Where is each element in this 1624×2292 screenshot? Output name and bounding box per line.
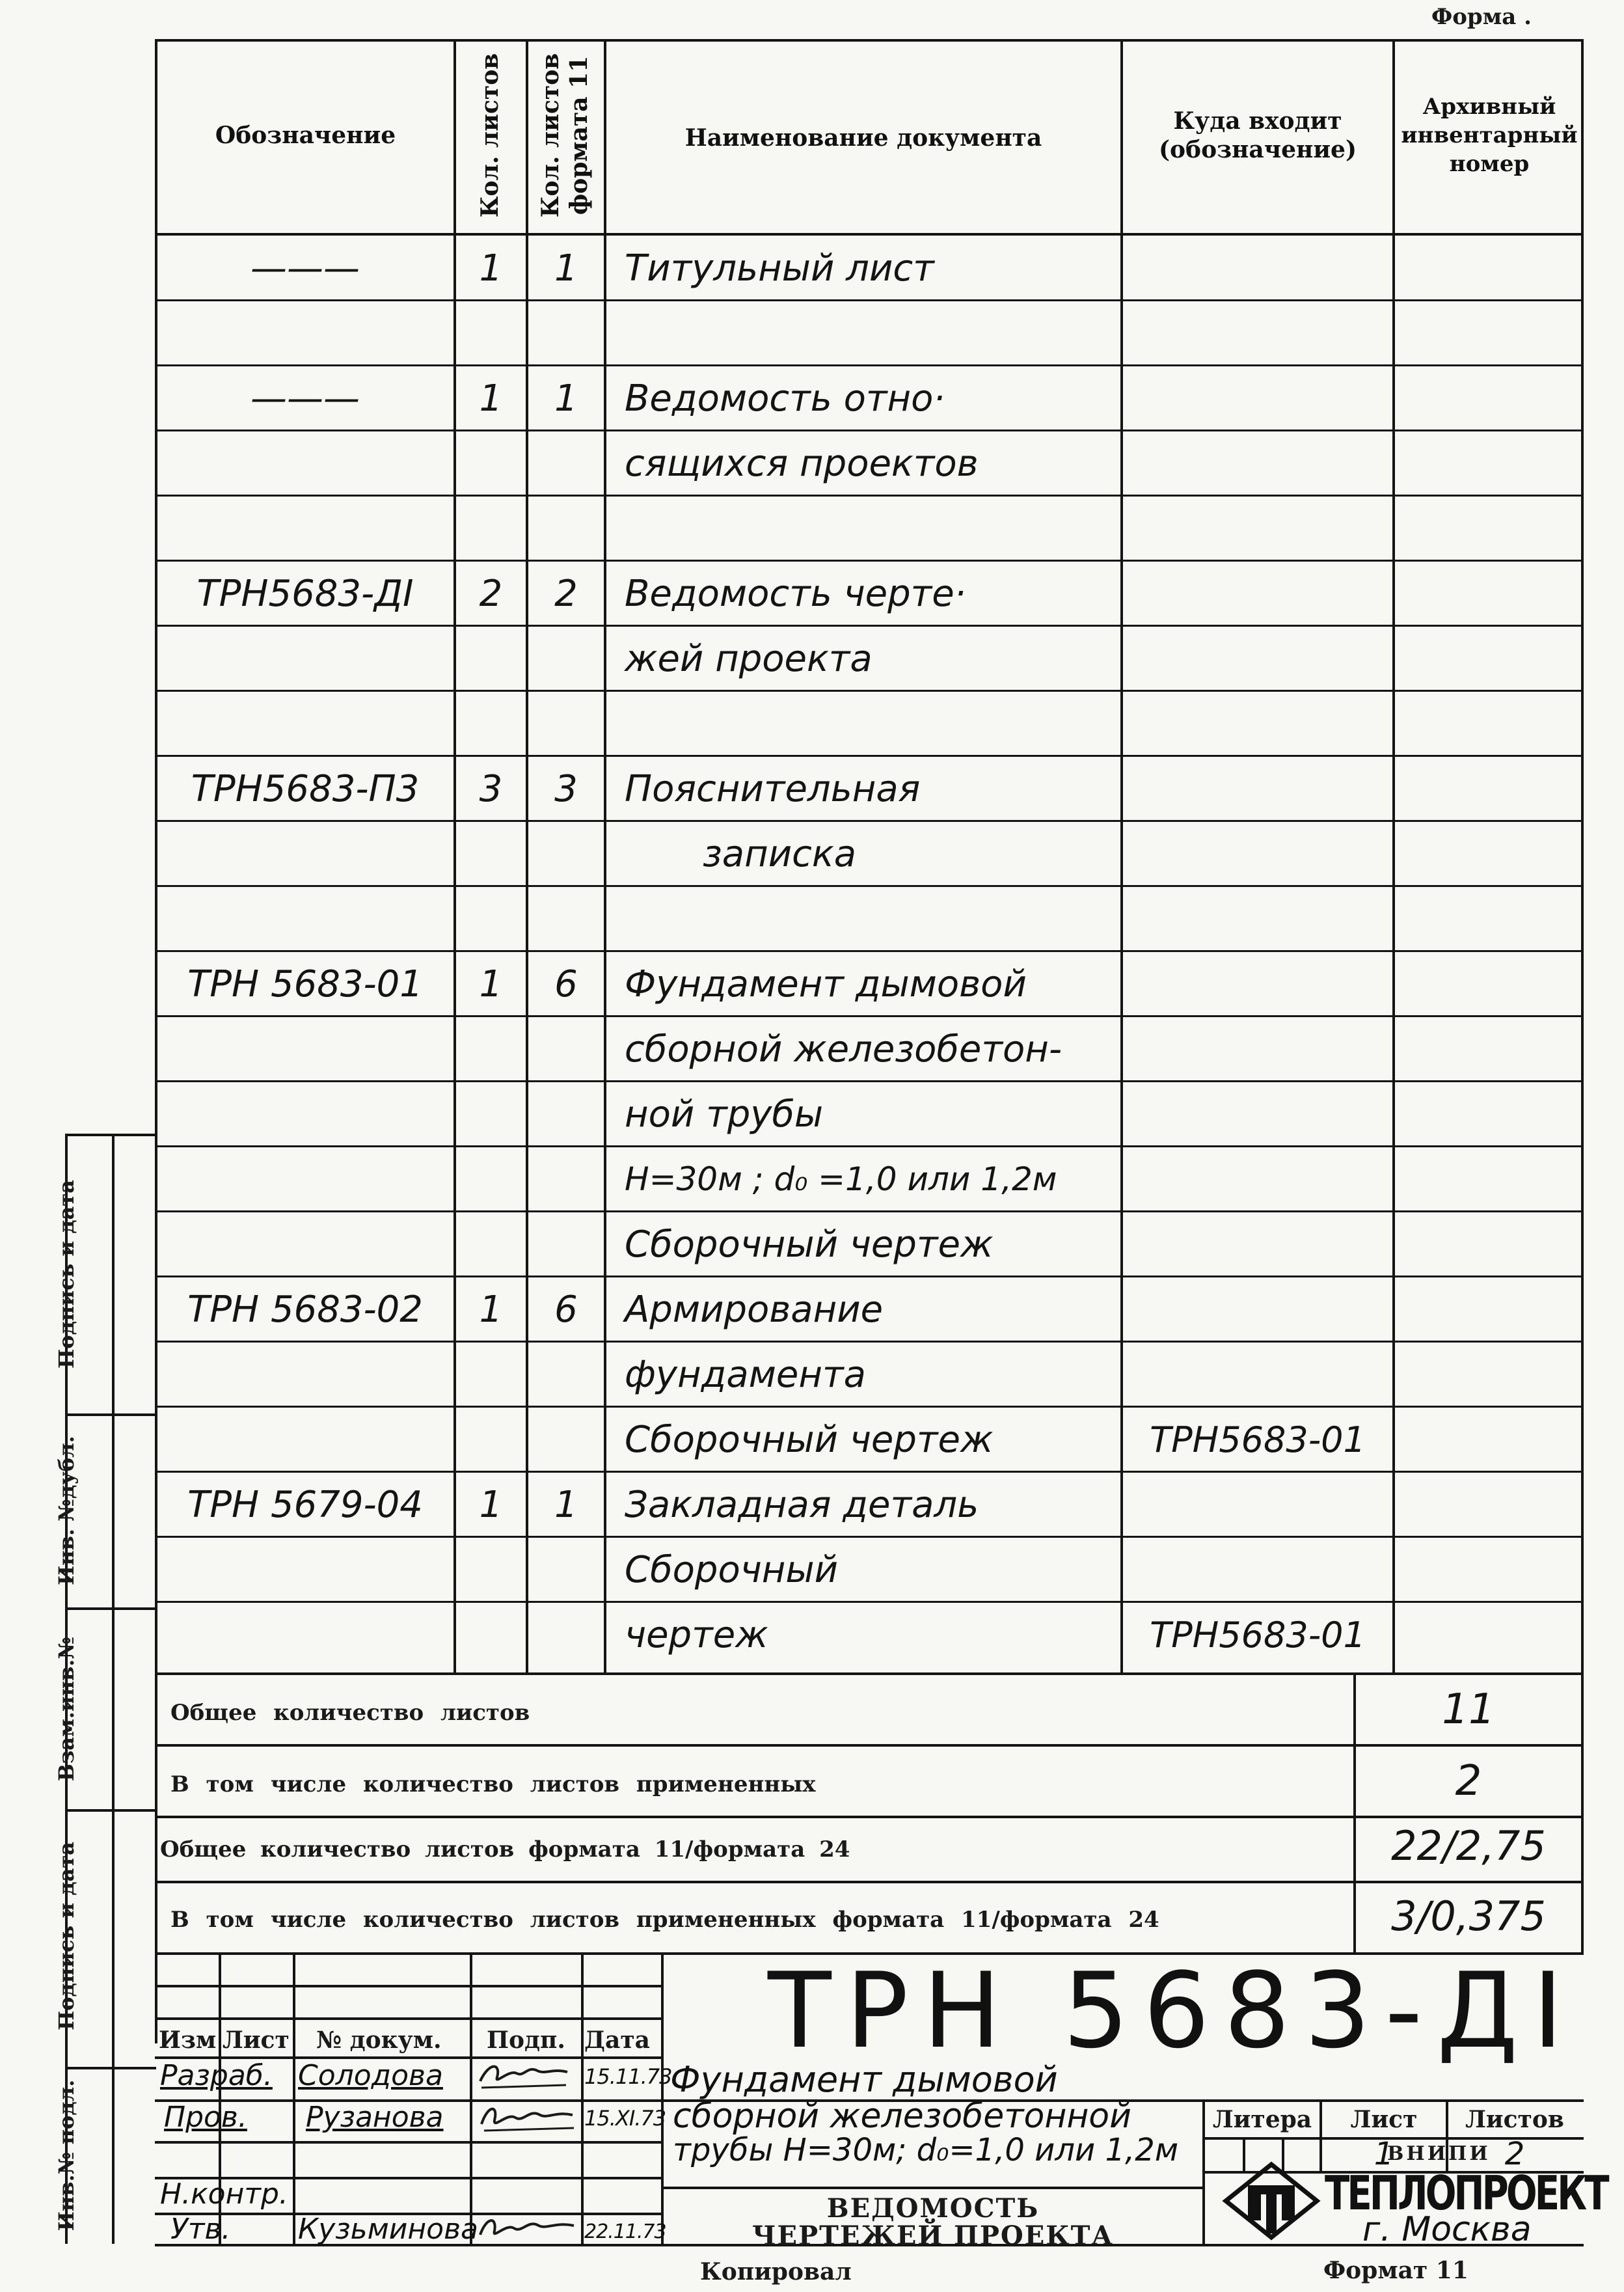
row-document-name: Закладная деталь [625, 1483, 979, 1526]
row-sheet-count-format [528, 1212, 604, 1277]
row-where-used [1123, 1342, 1392, 1407]
row-designation [159, 1147, 452, 1212]
tb-object-line2: сборной железобетонной [673, 2097, 1131, 2136]
row-where-used [1123, 951, 1392, 1016]
side-label-orig-inv: Инв.№ подл. [54, 2079, 79, 2231]
row-where-used [1123, 1212, 1392, 1277]
row-designation [159, 1082, 452, 1147]
row-sheet-count-format: 1 [554, 377, 578, 420]
row-designation [159, 1407, 452, 1472]
header-where-used [1123, 107, 1392, 164]
tb-sheets-value: 2 [1504, 2136, 1525, 2172]
row-where-used [1123, 1537, 1392, 1602]
tb-object-line1: Фундамент дымовой [670, 2059, 1058, 2100]
row-sheet-count-format: 2 [554, 572, 578, 615]
row-document-name: сящихся проектов [625, 442, 979, 485]
row-document-name [625, 886, 1120, 951]
row-sheet-count-format: 1 [554, 247, 578, 290]
row-sheet-count-format [528, 1537, 604, 1602]
row-sheet-count-format [528, 1082, 604, 1147]
tb-name-developer: Солодова [298, 2059, 443, 2092]
tb-signature-checker [475, 2098, 579, 2140]
row-sheet-count-format: 1 [554, 1483, 578, 1526]
tb-litera-label: Литера [1212, 2106, 1312, 2133]
row-sheet-count [456, 1537, 526, 1602]
row-document-name: фундамента [625, 1353, 866, 1396]
row-designation [159, 1016, 452, 1082]
row-sheet-count: 3 [479, 767, 503, 810]
row-where-used [1123, 1082, 1392, 1147]
row-sheet-count-format [528, 691, 604, 756]
row-designation [159, 431, 452, 496]
row-document-name [625, 496, 1120, 561]
row-where-used [1123, 431, 1392, 496]
side-label-exchange-inv: Взам.инв.№ [54, 1636, 79, 1782]
row-where-used [1123, 821, 1392, 886]
row-where-used [1123, 1472, 1392, 1537]
tb-sheets-label: Листов [1465, 2106, 1564, 2133]
row-where-used [1123, 626, 1392, 691]
row-sheet-count-format [528, 496, 604, 561]
row-where-used [1123, 366, 1392, 431]
header-designation: Обозначение [215, 122, 396, 149]
row-designation: ТРН 5683-02 [187, 1288, 423, 1331]
signature-mark [475, 2211, 579, 2244]
org-city: г. Москва [1362, 2210, 1532, 2249]
row-where-used [1123, 1277, 1392, 1342]
row-sheet-count-format: 6 [554, 1288, 578, 1331]
row-document-name: Фундамент дымовой [625, 962, 1027, 1005]
row-document-name [625, 301, 1120, 366]
row-sheet-count: 2 [479, 572, 503, 615]
header-where-used-line2: (обозначение) [1159, 136, 1357, 163]
tb-col-sign: Подп. [487, 2026, 565, 2054]
side-label-sign-date-1: Подпись и дата [54, 1180, 79, 1369]
row-sheet-count-format: 6 [554, 962, 578, 1005]
row-sheet-count: 1 [479, 377, 503, 420]
row-sheet-count [456, 626, 526, 691]
row-where-used [1123, 691, 1392, 756]
row-where-used [1123, 496, 1392, 561]
row-designation [159, 1537, 452, 1602]
row-sheet-count: 1 [479, 247, 503, 290]
row-designation [159, 496, 452, 561]
header-sheet-count: Кол. листов [476, 53, 504, 218]
header-document-name: Наименование документа [684, 124, 1042, 152]
summary-value-format-applied: 3/0,375 [1391, 1892, 1546, 1940]
summary-label-format-total: Общее количество листов формата 11/формата 24 [160, 1836, 850, 1862]
row-designation [159, 626, 452, 691]
row-designation: ——— [250, 377, 360, 420]
tb-date-approver: 22.11.73 [584, 2220, 666, 2243]
tb-sheet-label: Лист [1350, 2106, 1418, 2133]
tb-role-checker: Пров. [164, 2101, 247, 2134]
header-archive-line1: Архивный [1422, 94, 1556, 120]
row-sheet-count [456, 821, 526, 886]
header-archive-number [1395, 92, 1584, 178]
row-sheet-count: 1 [479, 962, 503, 1005]
summary-value-format-total: 22/2,75 [1391, 1822, 1546, 1870]
row-sheet-count-format: 3 [554, 767, 578, 810]
row-sheet-count [456, 496, 526, 561]
row-designation: ТРН5683-П3 [191, 767, 420, 810]
row-sheet-count [456, 1016, 526, 1082]
row-designation [159, 1602, 452, 1667]
summary-label-applied: В том числе количество листов примененных [170, 1771, 816, 1797]
row-where-used [1123, 1016, 1392, 1082]
org-prefix: ВНИПИ [1387, 2142, 1491, 2165]
document-code: ТРН 5683-ДI [768, 1950, 1578, 2071]
row-sheet-count [456, 1602, 526, 1667]
row-sheet-count [456, 691, 526, 756]
summary-value-applied: 2 [1455, 1757, 1482, 1805]
row-where-used [1123, 236, 1392, 301]
tb-col-doc-no: № докум. [316, 2026, 442, 2054]
row-document-name: записка [703, 832, 857, 875]
org-name: ТЕПЛОПРОЕКТ [1325, 2166, 1607, 2220]
form-label: Форма . [1431, 4, 1532, 30]
tb-name-approver: Кузьминова [298, 2213, 478, 2246]
row-document-name: Титульный лист [625, 247, 934, 290]
row-sheet-count [456, 1342, 526, 1407]
header-archive-line2: инвентарный [1401, 122, 1578, 148]
row-sheet-count-format [528, 431, 604, 496]
row-document-name: Н=30м ; d₀ =1,0 или 1,2м [625, 1160, 1057, 1198]
summary-value-total: 11 [1442, 1685, 1495, 1734]
header-archive-line3: номер [1449, 151, 1530, 177]
footer-copied: Копировал [700, 2258, 852, 2285]
tb-signature-approver [475, 2211, 579, 2246]
signature-mark [475, 2056, 573, 2093]
tb-col-date: Дата [584, 2026, 650, 2054]
row-sheet-count-format [528, 1016, 604, 1082]
row-designation: ТРН5683-ДI [196, 572, 414, 615]
row-sheet-count [456, 1407, 526, 1472]
header-sheet-count-format [536, 38, 593, 233]
row-document-name: ной трубы [625, 1093, 824, 1136]
row-sheet-count-format [528, 1342, 604, 1407]
row-where-used [1123, 301, 1392, 366]
row-sheet-count: 1 [479, 1288, 503, 1331]
row-sheet-count: 1 [479, 1483, 503, 1526]
row-document-name: Армирование [625, 1288, 884, 1331]
teploproekt-logo-icon [1219, 2159, 1323, 2243]
row-sheet-count [456, 886, 526, 951]
row-where-used: ТРН5683-01 [1150, 1419, 1366, 1460]
organisation-logo [1219, 2159, 1323, 2243]
tb-name-checker: Рузанова [306, 2101, 444, 2134]
header-sheet-count-format-line1: Кол. листов [537, 53, 564, 218]
tb-col-list: Лист [223, 2026, 290, 2054]
side-label-sign-date-2: Подпись и дата [54, 1842, 79, 2030]
tb-signature-developer [475, 2056, 573, 2099]
row-designation [159, 886, 452, 951]
tb-object-line3: трубы Н=30м; d₀=1,0 или 1,2м [673, 2132, 1179, 2168]
tb-date-checker: 15.XI.73 [584, 2106, 666, 2131]
side-label-dup-inv: Инв. №дубл. [54, 1436, 79, 1585]
row-sheet-count-format [528, 1407, 604, 1472]
tb-sheet-title-line2: ЧЕРТЕЖЕЙ ПРОЕКТА [752, 2220, 1114, 2251]
row-designation: ТРН 5679-04 [187, 1483, 423, 1526]
row-where-used [1123, 756, 1392, 821]
tb-sheet-value: 1 [1374, 2136, 1394, 2172]
row-where-used [1123, 1147, 1392, 1212]
row-document-name: жей проекта [625, 637, 873, 680]
header-sheet-count-format-line2: формата 11 [565, 55, 593, 215]
tb-role-developer: Разраб. [160, 2059, 273, 2092]
tb-date-developer: 15.11.73 [584, 2064, 672, 2089]
header-where-used-line1: Куда входит [1173, 107, 1342, 135]
signature-mark [475, 2098, 579, 2137]
row-sheet-count-format [528, 301, 604, 366]
row-document-name: Ведомость черте· [625, 572, 966, 615]
row-sheet-count [456, 1147, 526, 1212]
summary-label-format-applied: В том числе количество листов примененных формата 11/формата 24 [170, 1907, 1159, 1933]
row-where-used [1123, 561, 1392, 626]
row-designation [159, 821, 452, 886]
row-designation: ——— [250, 247, 360, 290]
row-sheet-count [456, 1212, 526, 1277]
summary-label-total: Общее количество листов [170, 1700, 530, 1726]
row-sheet-count [456, 431, 526, 496]
row-document-name: Ведомость отно· [625, 377, 945, 420]
row-designation [159, 301, 452, 366]
row-document-name [625, 691, 1120, 756]
row-designation [159, 691, 452, 756]
row-sheet-count [456, 1082, 526, 1147]
row-designation [159, 1212, 452, 1277]
row-sheet-count-format [528, 1147, 604, 1212]
row-sheet-count-format [528, 626, 604, 691]
row-document-name: чертеж [625, 1613, 768, 1656]
row-document-name: Сборочный чертеж [625, 1223, 994, 1266]
row-sheet-count-format [528, 1602, 604, 1667]
row-designation: ТРН 5683-01 [187, 962, 423, 1005]
row-where-used: ТРН5683-01 [1150, 1614, 1366, 1656]
row-document-name: сборной железобетон- [625, 1028, 1062, 1071]
row-sheet-count-format [528, 821, 604, 886]
row-document-name: Сборочный чертеж [625, 1418, 994, 1461]
footer-format: Формат 11 [1323, 2257, 1468, 2284]
tb-col-izm: Изм [159, 2026, 217, 2054]
tb-role-norm-control: Н.контр. [160, 2177, 288, 2211]
row-document-name: Пояснительная [625, 767, 921, 810]
row-where-used [1123, 886, 1392, 951]
row-sheet-count [456, 301, 526, 366]
tb-sheet-title-line1: ВЕДОМОСТЬ [826, 2193, 1040, 2224]
tb-role-approver: Утв. [170, 2213, 231, 2246]
row-sheet-count-format [528, 886, 604, 951]
row-designation [159, 1342, 452, 1407]
row-document-name: Сборочный [625, 1548, 839, 1591]
